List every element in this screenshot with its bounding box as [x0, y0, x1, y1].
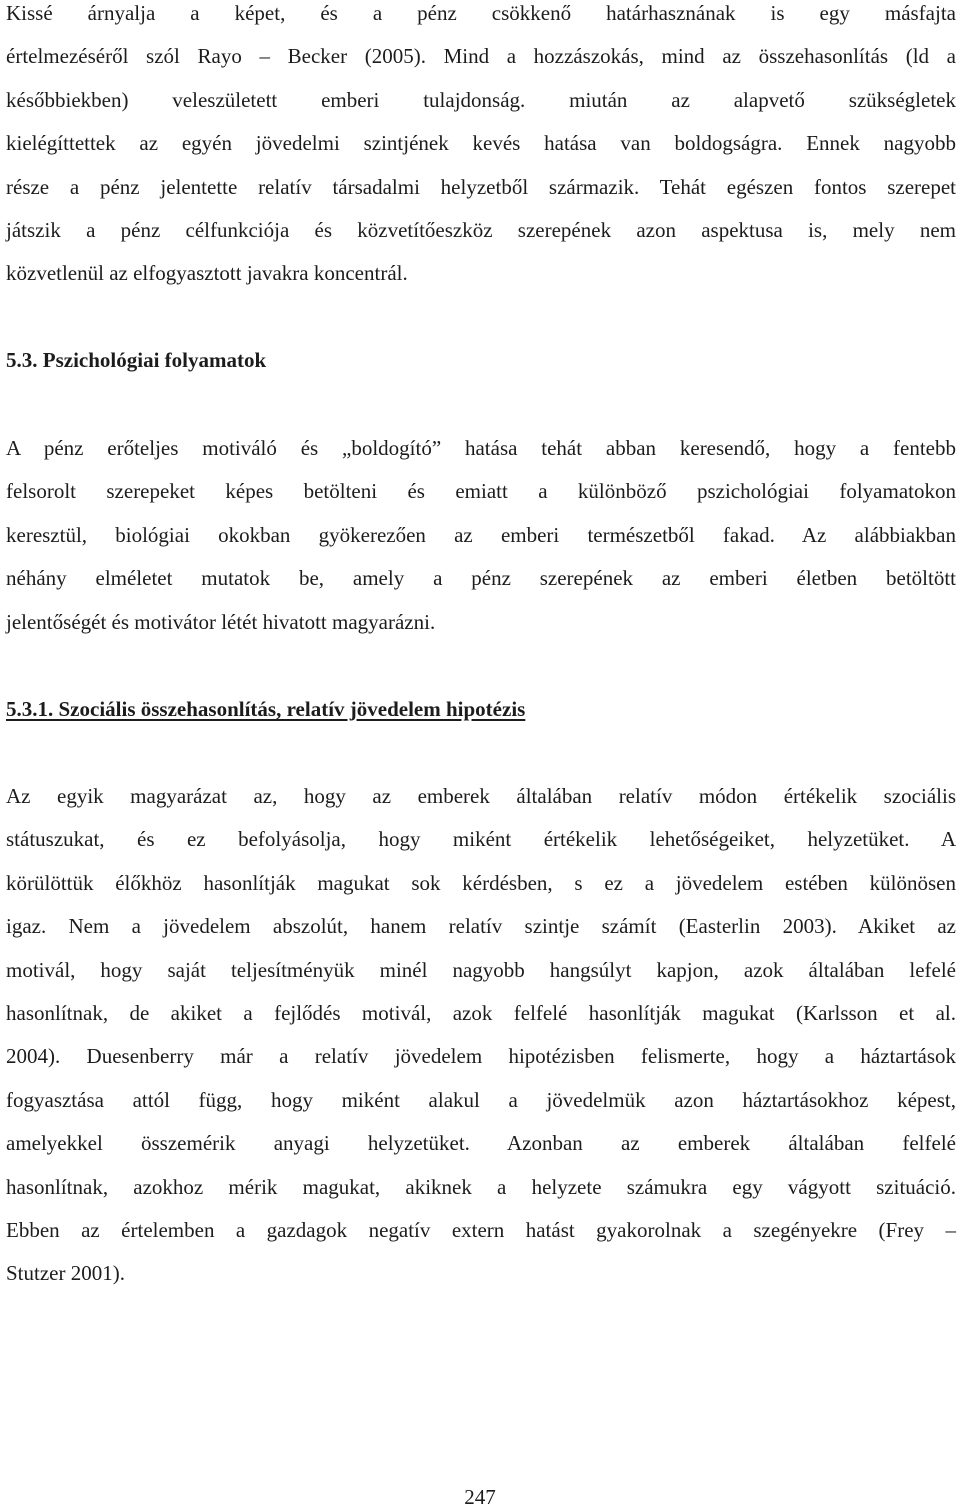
text-line: kielégíttettek az egyén jövedelmi szintjének kevés hatása van boldogságra. Ennek nagyobb: [6, 131, 956, 156]
text-line: része a pénz jelentette relatív társadalmi helyzetből származik. Tehát egészen fontos szerepet: [6, 174, 956, 199]
text-line: későbbiekben) veleszületett emberi tulajdonság. miután az alapvető szükségletek: [6, 87, 956, 112]
text-line: hasonlítnak, azokhoz mérik magukat, akiknek a helyzete számukra egy vágyott szituáció.: [6, 1174, 956, 1199]
text-line: igaz. Nem a jövedelem abszolút, hanem relatív szintje számít (Easterlin 2003). Akiket az: [6, 914, 956, 939]
section-heading: 5.3. Pszichológiai folyamatok: [6, 348, 267, 372]
text-line: Stutzer 2001).: [6, 1261, 125, 1286]
text-line: játszik a pénz célfunkciója és közvetítőeszköz szerepének azon aspektusa is, mely nem: [6, 218, 956, 243]
text-line: 2004). Duesenberry már a relatív jövedelem hipotézisben felismerte, hogy a háztartások: [6, 1044, 956, 1069]
page-number: 247: [464, 1485, 496, 1509]
text-line: körülöttük élőkhöz hasonlítják magukat sok kérdésben, s ez a jövedelem estében különösen: [6, 870, 956, 895]
text-line: közvetlenül az elfogyasztott javakra koncentrál.: [6, 261, 408, 286]
text-line: néhány elméletet mutatok be, amely a pénz szerepének az emberi életben betöltött: [6, 566, 956, 591]
text-line: értelmezéséről szól Rayo – Becker (2005). Mind a hozzászokás, mind az összehasonlítás (ld a: [6, 44, 956, 69]
text-line: státuszukat, és ez befolyásolja, hogy miként értékelik lehetőségeiket, helyzetüket. A: [6, 827, 956, 852]
text-line: amelyekkel összemérik anyagi helyzetüket. Azonban az emberek általában felfelé: [6, 1131, 956, 1156]
text-line: felsorolt szerepeket képes betölteni és emiatt a különböző pszichológiai folyamatokon: [6, 479, 956, 504]
text-line: Az egyik magyarázat az, hogy az emberek általában relatív módon értékelik szociális: [6, 784, 956, 808]
paragraph-social-comparison: [6, 775, 956, 1296]
text-line: fogyasztása attól függ, hogy miként alakul a jövedelmük azon háztartásokhoz képest,: [6, 1087, 956, 1112]
paragraph-income-utility: [6, 0, 956, 296]
paragraph-psychological-processes: [6, 427, 956, 644]
text-line: Kissé árnyalja a képet, és a pénz csökkenő határhasznának is egy másfajta: [6, 1, 956, 25]
text-line: keresztül, biológiai okokban gyökerezően az emberi természetből fakad. Az alábbiakban: [6, 522, 956, 547]
text-line: motivál, hogy saját teljesítményük minél nagyobb hangsúlyt kapjon, azok általában lefelé: [6, 957, 956, 982]
text-line: Ebben az értelemben a gazdagok negatív extern hatást gyakorolnak a szegényekre (Frey –: [6, 1218, 956, 1243]
text-line: A pénz erőteljes motiváló és „boldogító” hatása tehát abban keresendő, hogy a fentebb: [6, 436, 956, 460]
subsection-heading: 5.3.1. Szociális összehasonlítás, relatív jövedelem hipotézis: [6, 697, 526, 721]
text-line: jelentőségét és motivátor létét hivatott magyarázni.: [6, 609, 436, 634]
text-line: hasonlítnak, de akiket a fejlődés motivál, azok felfelé hasonlítják magukat (Karlsson et al.: [6, 1001, 956, 1026]
